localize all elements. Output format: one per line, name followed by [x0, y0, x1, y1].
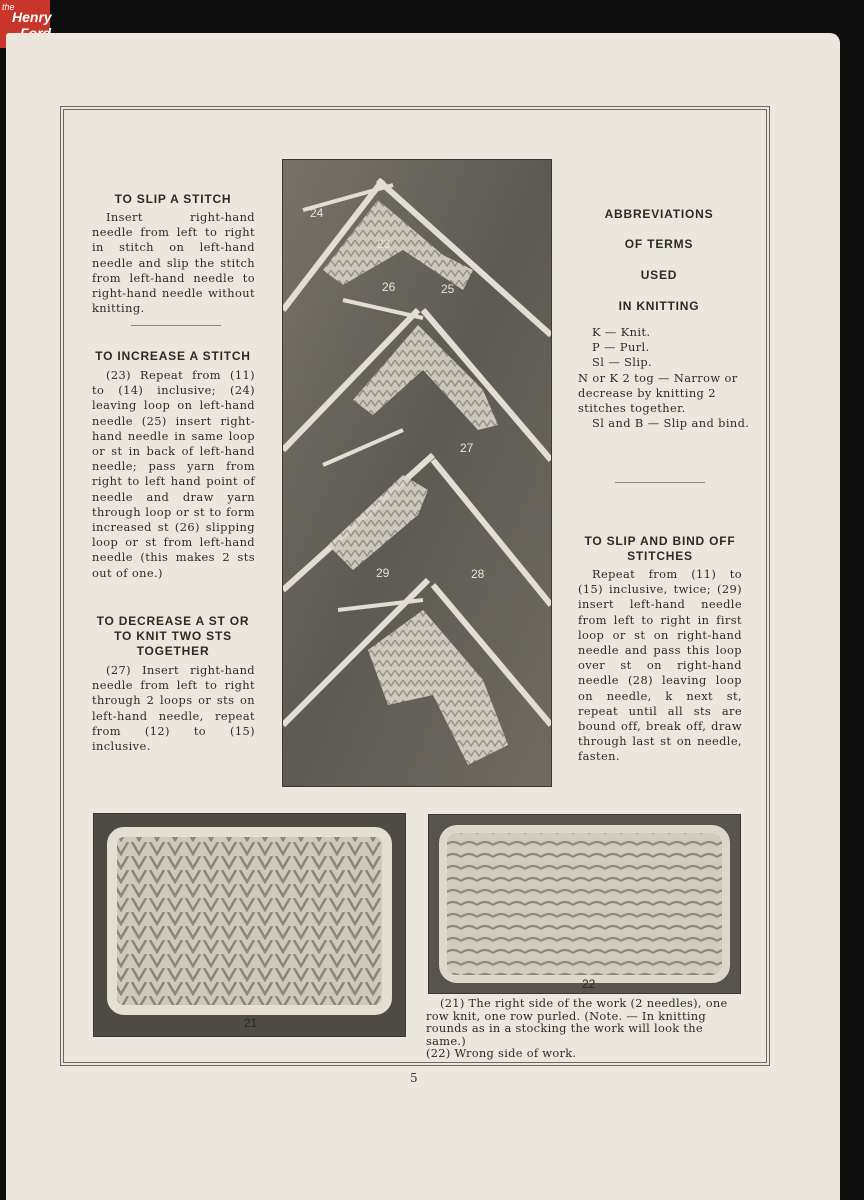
label-29: 29 — [376, 566, 390, 580]
abbr-n-line2: decrease by knitting 2 — [578, 385, 716, 400]
caption-line2: row knit, one row purled. (Note. — In knitting — [426, 1008, 706, 1023]
purl-swatch — [429, 815, 740, 993]
label-21: 21 — [244, 1016, 258, 1030]
bindoff-title-line2: STITCHES — [627, 549, 693, 563]
abbr-title-line1: ABBREVIATIONS — [604, 207, 714, 221]
caption-line1: (21) The right side of the work (2 needles), one — [440, 996, 728, 1010]
label-25: 25 — [441, 282, 455, 296]
abbr-sl: Sl — Slip. — [592, 355, 653, 370]
swatch-photo-22 — [428, 814, 741, 994]
logo-the: the — [2, 2, 15, 12]
label-27: 27 — [460, 441, 474, 455]
decrease-title-line1: TO DECREASE A ST OR — [96, 614, 250, 628]
abbr-k: K — Knit. — [592, 325, 651, 339]
increase-title: TO INCREASE A STITCH — [95, 349, 251, 363]
abbr-slb: Sl and B — Slip and bind. — [592, 416, 750, 431]
abbr-n-line3: stitches together. — [578, 401, 686, 416]
abbr-title — [578, 207, 740, 314]
decrease-body: (27) Insert right-hand needle from left to right through 2 loops or sts on left-hand needle, repeat from (12) to (15) inclusive. — [92, 663, 255, 754]
increase-body: (23) Repeat from (11) to (14) inclusive; (24) leaving loop on left-hand needle (25) insert right-hand needle in same loop or st in back of left-hand needle; pass yarn from right to left hand point of needle and draw yarn through loop or st to form increased st (26) slipping loop or st from left-hand needle (this makes 2 sts out of one.) — [92, 368, 255, 580]
knitting-steps-photo — [282, 159, 552, 787]
slip-body: Insert right-hand needle from left to right in stitch on left-hand needle and slip the stitch from left-hand needle to right-hand needle without knitting. — [92, 210, 255, 316]
slip-title: TO SLIP A STITCH — [114, 192, 232, 206]
abbr-title-line4: IN KNITTING — [618, 299, 700, 313]
decrease-title — [82, 614, 264, 659]
bindoff-title-line1: TO SLIP AND BIND OFF — [584, 534, 736, 548]
decrease-title-line2: TO KNIT TWO STS — [114, 629, 232, 643]
decrease-title-line3: TOGETHER — [136, 644, 210, 658]
label-24: 24 — [310, 206, 324, 220]
bindoff-body: Repeat from (11) to (15) inclusive, twice; (29) insert left-hand needle from left to right in first loop or st on right-hand needle and pass this loop over st on right-hand needle (28) leaving loop on needle, k next st, repeat until all sts are bound off, break off, draw through last st on needle, fasten. — [578, 567, 742, 764]
divider — [131, 325, 221, 326]
stockinette-swatch — [94, 814, 405, 1036]
knitting-steps-illustration — [283, 160, 551, 786]
bindoff-title — [574, 534, 746, 564]
abbr-title-line2: OF TERMS — [624, 237, 694, 251]
abbr-list — [578, 325, 750, 431]
label-22: 22 — [582, 977, 596, 991]
logo-line1: Henry — [12, 9, 52, 25]
label-26: 26 — [382, 280, 396, 294]
divider — [615, 482, 705, 483]
label-23: 23 — [377, 237, 391, 251]
caption-line3: rounds as in a stocking the work will look the same.) — [426, 1021, 703, 1048]
page-number: 5 — [410, 1071, 418, 1085]
swatch-photo-21 — [93, 813, 406, 1037]
abbr-n-line1: N or K 2 tog — Narrow or — [578, 370, 738, 385]
abbr-title-line3: USED — [640, 268, 678, 282]
caption-line4: (22) Wrong side of work. — [426, 1046, 577, 1060]
abbr-p: P — Purl. — [592, 340, 650, 355]
label-28: 28 — [471, 567, 485, 581]
photo-caption — [426, 997, 746, 1060]
